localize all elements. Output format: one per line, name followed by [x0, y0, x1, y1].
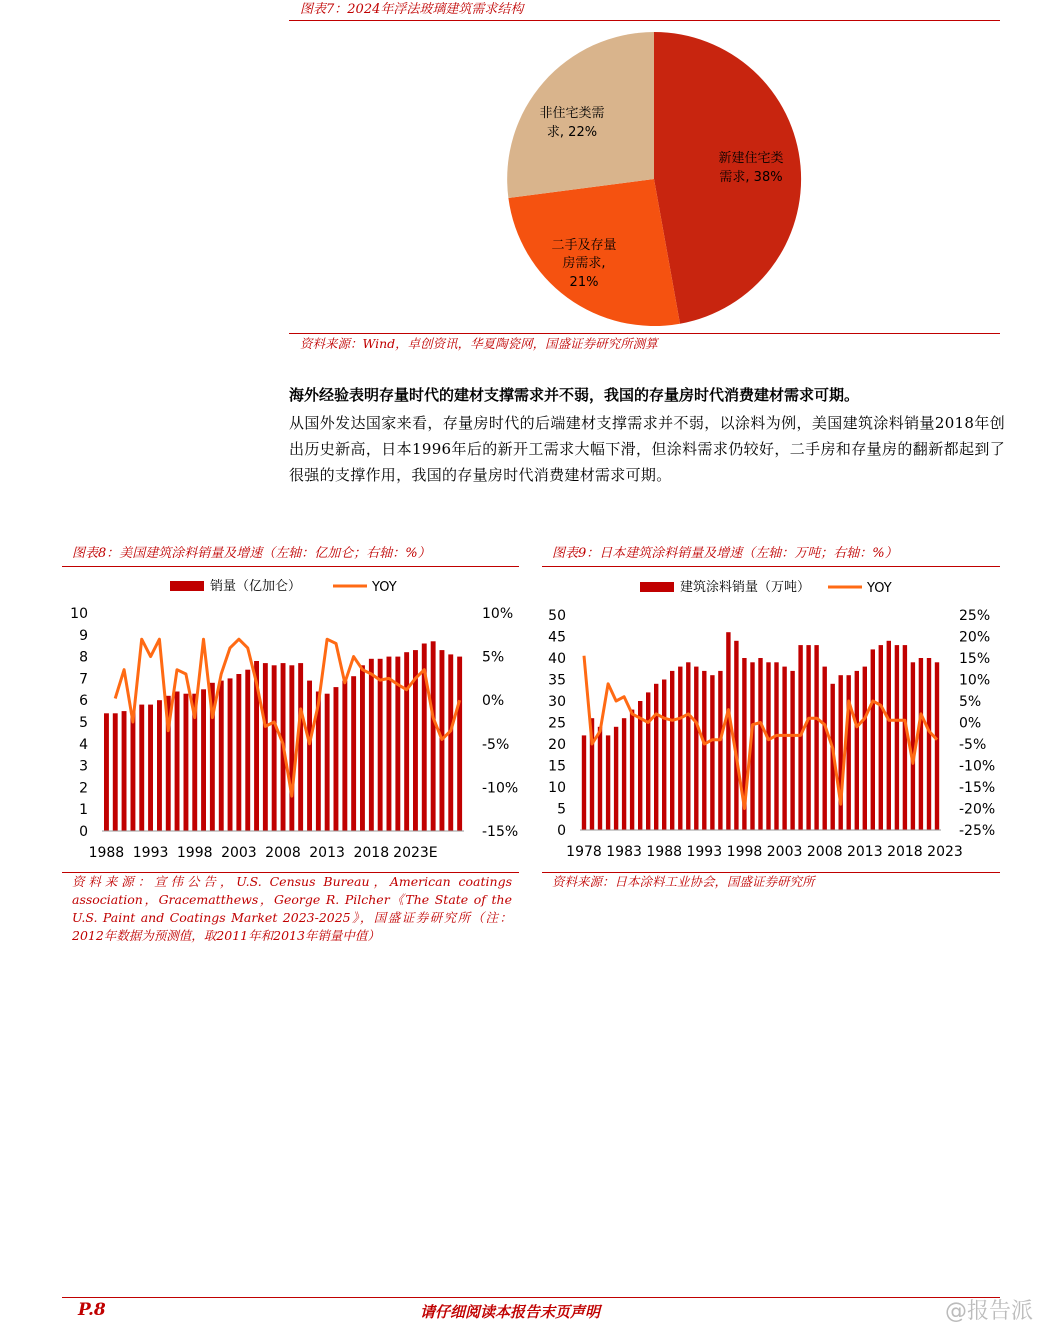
fig8-x-tick: 2018	[353, 845, 390, 861]
page-number: P.8	[78, 1300, 106, 1320]
fig9-bar	[622, 718, 626, 830]
fig9-bar	[927, 658, 931, 830]
fig8-bar	[448, 654, 453, 831]
fig9-bar	[606, 735, 610, 830]
fig9-bar	[710, 675, 714, 830]
fig9-bar	[847, 675, 851, 830]
fig8-bar	[139, 705, 144, 831]
fig9-x-tick: 1983	[606, 844, 642, 860]
fig9-x-tick: 2018	[887, 844, 923, 860]
fig8-caption: 图表8：美国建筑涂料销量及增速（左轴：亿加仑；右轴：%）	[72, 546, 431, 561]
fig8-y-right-tick: 10%	[482, 606, 514, 622]
fig7-source: 资料来源：Wind，卓创资讯，华夏陶瓷网，国盛证券研究所测算	[300, 336, 658, 351]
fig9-x-tick: 1993	[686, 844, 723, 860]
section-heading: 海外经验表明存量时代的建材支撑需求并不弱，我国的存量房时代消费建材需求可期。	[289, 386, 860, 404]
fig9-y-right-tick: -10%	[959, 758, 996, 775]
fig8-bar	[184, 694, 189, 831]
fig8-bar	[325, 694, 330, 831]
fig9-legend-bar-label: 建筑涂料销量（万吨）	[680, 580, 811, 595]
fig8-y-right-tick: -10%	[482, 780, 519, 797]
fig8-y-right-tick: -15%	[482, 824, 519, 840]
fig9-y-left-tick: 35	[548, 672, 566, 689]
fig9-bar	[718, 671, 722, 830]
fig9-bar	[702, 671, 706, 830]
fig9-y-right-tick: 25%	[959, 608, 991, 624]
fig9-bar	[582, 735, 586, 830]
fig8-bar	[219, 681, 224, 831]
fig9-bar	[879, 645, 883, 830]
fig9-y-right-tick: 15%	[959, 651, 991, 667]
fig9-y-left-tick: 40	[548, 651, 566, 667]
fig9-bar	[734, 641, 738, 830]
fig9-x-tick: 1988	[646, 844, 683, 860]
fig8-bar	[298, 663, 303, 831]
fig8-bar	[228, 678, 233, 831]
fig9-y-left-tick: 15	[548, 758, 566, 775]
fig8-bar	[289, 665, 294, 831]
pie-label-new-res-2: 需求, 38%	[719, 170, 783, 185]
fig8-legend	[170, 578, 397, 595]
fig8-bar	[122, 711, 127, 831]
disclaimer-note: 请仔细阅读本报告末页声明	[420, 1303, 601, 1321]
fig9-bar	[935, 662, 939, 830]
fig9-source: 资料来源：日本涂料工业协会，国盛证券研究所	[552, 874, 815, 889]
fig8-y-right-tick: -5%	[482, 736, 510, 753]
body-paragraph: 从国外发达国家来看，存量房时代的后端建材支撑需求并不弱，以涂料为例，美国建筑涂料销量2018年创出历史新高，日本1996年后的新开工需求大幅下滑，但涂料需求仍较好，二手房和存量房的翻新都起到了很强的支撑作用，我国的存量房时代消费建材需求可期。	[289, 414, 1005, 484]
fig9-legend-bar-swatch	[640, 582, 674, 592]
fig8-bar	[457, 657, 462, 831]
fig8-bar	[201, 689, 206, 831]
pie-label-nonres-2: 求, 22%	[546, 125, 598, 140]
fig9-bar	[823, 667, 827, 830]
fig8-source: 资料来源：宣伟公告，U.S. Census Bureau，American coatings association，Gracematthews，George R. Pilcher《The State of the U.S. Paint and Coatings Market 2023-2025》，国盛证券研究所（注：2012年数据为预测值，取2011年和2013年销量中值）	[72, 874, 512, 943]
fig9-y-right-tick: 5%	[959, 694, 982, 710]
pie-label-second-3: 21%	[569, 275, 599, 290]
fig8-bar	[104, 713, 109, 831]
fig8-legend-bar-label: 销量（亿加仑）	[210, 579, 302, 594]
fig8-bar	[263, 663, 268, 831]
fig8-bar	[342, 681, 347, 831]
fig9-y-left-tick: 25	[548, 715, 566, 732]
fig9-bar	[766, 662, 770, 830]
fig8-bar	[113, 713, 118, 831]
fig8-y-left-tick: 3	[79, 758, 88, 775]
fig9-x-tick: 2013	[846, 844, 883, 860]
fig9-y-left-tick: 50	[548, 608, 566, 624]
fig9-y-right-tick: 0%	[959, 715, 982, 732]
fig8-legend-line-label: YOY	[372, 580, 397, 595]
fig8-bar	[148, 705, 153, 831]
fig9-y-right-tick: 10%	[959, 672, 991, 689]
fig8-bar	[351, 676, 356, 831]
fig9-bar	[895, 645, 899, 830]
fig8-bar	[404, 652, 409, 831]
fig9-bar	[694, 667, 698, 830]
fig9-bar	[614, 727, 618, 830]
fig8-x-tick: 2003	[221, 845, 257, 861]
fig8-x-tick: 2008	[265, 845, 301, 861]
fig9-legend-line-label: YOY	[867, 581, 892, 596]
fig8-y-left-tick: 8	[79, 649, 88, 666]
fig9-y-right-tick: -5%	[959, 737, 987, 753]
fig8-x-tick: 1988	[88, 845, 125, 861]
fig8-y-right-tick: 0%	[482, 693, 505, 710]
footer-rule	[62, 1297, 1000, 1298]
fig8-x-tick: 2023E	[393, 845, 438, 861]
fig9-x-tick: 1978	[566, 844, 602, 860]
fig9-bar	[670, 671, 674, 830]
fig9-x-tick: 1998	[726, 844, 763, 860]
fig9-bar	[726, 632, 730, 830]
fig9-bar	[630, 710, 634, 830]
fig9-bar	[646, 692, 650, 830]
fig8-bar	[387, 657, 392, 831]
fig9-bar	[887, 641, 891, 830]
fig8-y-left-tick: 9	[79, 627, 88, 644]
fig9-legend	[640, 579, 892, 596]
fig9-bar-line-chart	[540, 568, 1002, 873]
fig8-bar	[131, 711, 136, 831]
fig8-y-left-tick: 7	[79, 671, 88, 688]
fig9-bar	[790, 671, 794, 830]
fig8-y-left-tick: 0	[79, 824, 88, 840]
fig8-bar-line-chart	[60, 568, 521, 873]
pie-label-new-res-1: 新建住宅类	[718, 151, 784, 166]
fig9-bar	[686, 662, 690, 830]
fig8-top-rule	[62, 566, 519, 567]
fig7-bottom-rule	[289, 333, 1000, 334]
fig7-pie-chart	[0, 0, 1061, 330]
fig8-legend-bar-swatch	[170, 581, 204, 591]
fig8-bar	[157, 700, 162, 831]
fig9-x-tick: 2008	[806, 844, 843, 860]
fig8-bar	[272, 665, 277, 831]
fig9-bar	[814, 645, 818, 830]
fig8-bar	[360, 665, 365, 831]
fig9-bar	[598, 727, 602, 830]
fig7-caption: 图表7：2024年浮法玻璃建筑需求结构	[300, 2, 524, 17]
fig9-y-left-tick: 5	[557, 801, 566, 818]
fig8-bar	[378, 659, 383, 831]
pie-label-second-2: 房需求,	[562, 256, 606, 271]
fig9-y-left-tick: 30	[548, 694, 566, 710]
fig9-y-left-tick: 45	[548, 629, 566, 646]
pie-label-nonres-1: 非住宅类需	[539, 106, 605, 121]
fig9-x-tick: 2023	[927, 844, 963, 860]
fig8-x-tick: 1998	[176, 845, 213, 861]
fig8-y-left-tick: 10	[70, 606, 88, 622]
fig9-caption: 图表9：日本建筑涂料销量及增速（左轴：万吨；右轴：%）	[552, 546, 898, 561]
fig9-y-right-tick: -20%	[959, 801, 996, 818]
fig9-bar	[774, 662, 778, 830]
fig9-y-right-tick: -25%	[959, 823, 996, 839]
fig9-bar	[855, 671, 859, 830]
fig9-y-left-tick: 0	[557, 823, 566, 839]
fig9-y-left-tick: 20	[548, 737, 566, 753]
fig9-bar	[662, 680, 666, 831]
pie-label-second-1: 二手及存量	[551, 238, 617, 253]
fig9-bar	[871, 649, 875, 830]
fig8-bar	[245, 670, 250, 831]
fig9-bar	[806, 645, 810, 830]
fig9-bar	[903, 645, 907, 830]
fig9-bar	[678, 667, 682, 830]
fig8-y-left-tick: 6	[79, 693, 88, 710]
fig9-y-right-tick: 20%	[959, 629, 991, 646]
fig9-x-tick: 2003	[766, 844, 803, 860]
fig9-bar	[782, 667, 786, 830]
watermark: @报告派	[945, 1299, 1034, 1324]
fig9-y-right-tick: -15%	[959, 780, 996, 796]
fig9-bar	[839, 675, 843, 830]
fig9-bar	[758, 658, 762, 830]
fig9-bar	[654, 684, 658, 830]
fig9-y-left-tick: 10	[548, 780, 566, 796]
fig8-x-tick: 2013	[309, 845, 345, 861]
fig8-y-left-tick: 4	[79, 736, 88, 753]
fig8-y-right-tick: 5%	[482, 649, 505, 666]
fig9-top-rule	[542, 566, 1000, 567]
fig8-y-left-tick: 1	[79, 802, 88, 819]
fig8-bar	[369, 659, 374, 831]
fig8-bar	[307, 681, 312, 831]
fig9-bar	[863, 667, 867, 830]
fig9-bar	[798, 645, 802, 830]
fig8-bar	[334, 687, 339, 831]
fig8-y-left-tick: 2	[79, 780, 88, 797]
fig8-bar	[236, 674, 241, 831]
fig9-bar	[919, 658, 923, 830]
fig8-x-tick: 1993	[132, 845, 169, 861]
fig8-bar	[431, 641, 436, 831]
fig8-bar	[175, 692, 180, 832]
fig8-y-left-tick: 5	[79, 715, 88, 731]
